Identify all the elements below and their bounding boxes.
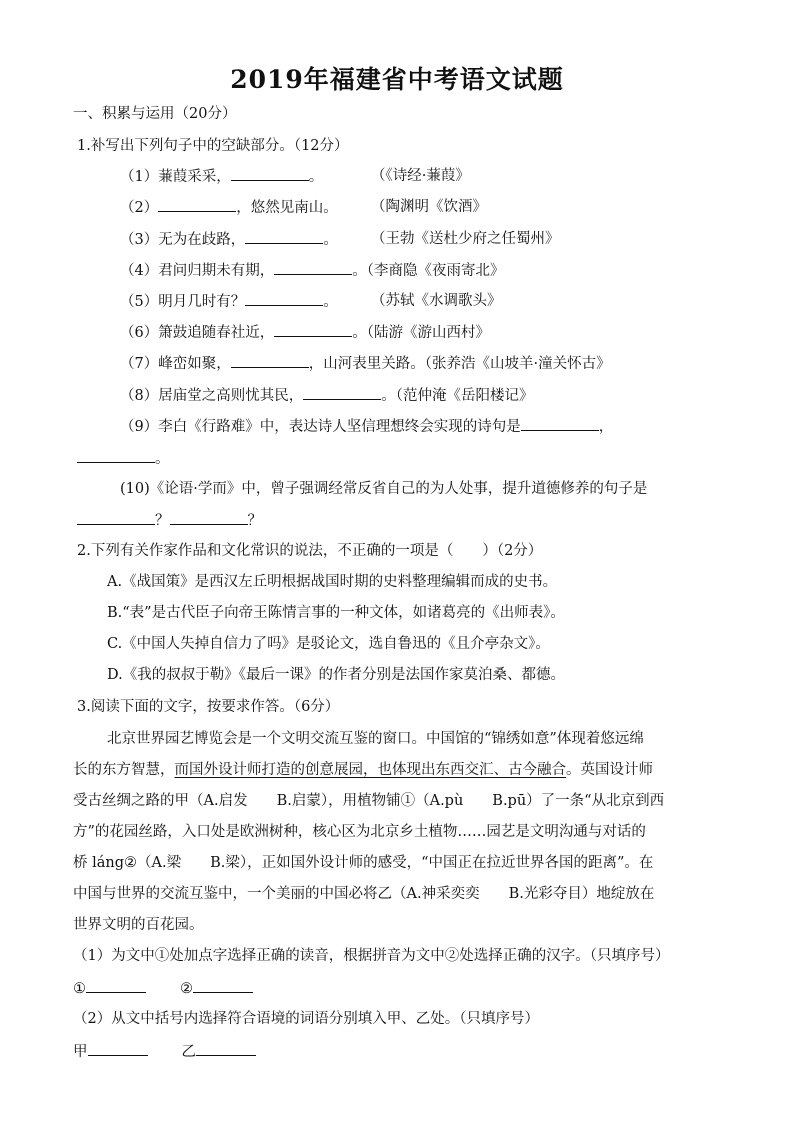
q3-sub-2-answers [73,1041,256,1062]
passage-line: 方”的花园丝路，入口处是欧洲树种，核心区为北京乡土植物……园艺是文明沟通与对话的 [73,824,646,840]
q1-item-5-source: （苏轼《水调歌头》 [371,293,502,309]
q1-item-1-text: （1）蒹葭采采， [120,169,231,185]
answer-blank[interactable] [193,978,253,993]
q1-item-8-post: 。（范仲淹《岳阳楼记》 [381,388,534,404]
q2-option-d: D.《我的叔叔于勒》《最后一课》的作者分别是法国作家莫泊桑、都德。 [107,667,565,683]
q2-option-b: B.“表”是古代臣子向帝王陈情言事的一种文体，如诸葛亮的《出师表》。 [107,605,565,621]
q1-item-4 [120,260,504,281]
q1-item-3-post: 。 [323,232,338,248]
q1-item-7-post: ，山河表里关路。（张养浩《山坡羊·潼关怀古》 [308,356,611,372]
q1-item-8-text: （8）居庙堂之高则忧其民， [120,388,304,404]
q1-item-9-post: ， [598,419,614,435]
answer-blank[interactable] [231,166,309,181]
q3-sub-1: （1）为文中①处加点字选择正确的读音，根据拼音为文中②处选择正确的汉字。（只填序号） [73,948,670,964]
q2-option-a: A.《战国策》是西汉左丘明根据战国时期的史料整理编辑而成的史书。 [107,574,558,590]
answer-blank[interactable] [521,416,599,431]
answer-blank[interactable] [88,1041,148,1056]
q1-item-6-post: 。（陆游《游山西村》 [352,325,490,341]
q1-item-4-text: （4）君问归期未有期， [120,263,275,279]
blank-label: 乙 [181,1044,196,1060]
q1-item-2 [120,197,338,218]
answer-blank[interactable] [245,291,323,306]
passage-text: 。英国设计师 [566,762,653,778]
q1-item-8 [120,385,533,406]
q1-item-7 [120,353,611,374]
q1-item-5-post: 。 [323,294,338,310]
passage-line: 桥 láng②（A.梁 B.梁），正如国外设计师的感受，“中国正在拉近世界各国的距离”。在 [73,855,654,871]
q3-sub-2: （2）从文中括号内选择符合语境的词语分别填入甲、乙处。（只填序号） [73,1011,539,1027]
q1-item-3-source: （王勃《送杜少府之任蜀州》 [371,231,560,247]
q1-item-7-text: （7）峰峦如聚， [120,356,231,372]
answer-blank[interactable] [170,510,248,525]
q1-item-10: (10)《论语·学而》中，曾子强调经常反省自己的为人处事，提升道德修养的句子是 [120,481,648,497]
passage-text: 长的东方智慧， [73,762,175,778]
question-mark: ？ [247,513,262,529]
question-3-stem: 3.阅读下面的文字，按要求作答。（6分） [77,699,340,715]
answer-blank[interactable] [245,229,323,244]
q1-item-6 [120,322,490,343]
answer-blank[interactable] [196,1041,256,1056]
q1-item-5-text: （5）明月几时有？ [120,294,246,310]
answer-blank[interactable] [274,260,352,275]
blank-label: ① [73,981,86,997]
passage-line: 受古丝绸之路的甲（A.启发 B.启蒙），用植物铺①（A.pù B.pū）了一条“从北京到西 [73,793,665,809]
q1-item-1-source: （《诗经·蒹葭》 [371,168,470,184]
answer-blank[interactable] [303,385,381,400]
question-2-stem: 2.下列有关作家作品和文化常识的说法，不正确的一项是（ ）（2分） [77,543,543,559]
page-title: 2019年福建省中考语文试题 [230,65,564,94]
q1-item-6-text: （6）箫鼓追随春社近， [120,325,275,341]
q1-item-1 [120,166,323,187]
q1-item-2-source: （陶渊明《饮酒》 [371,199,487,215]
q1-item-9-cont [77,448,170,469]
q1-item-3 [120,229,338,250]
answer-blank[interactable] [77,510,155,525]
blank-label: ② [180,981,193,997]
q1-item-5 [120,291,338,312]
answer-blank[interactable] [158,197,236,212]
q2-option-c: C.《中国人失掉自信力了吗》是驳论文，选自鲁迅的《且介亭杂文》。 [107,636,550,652]
answer-blank[interactable] [274,322,352,337]
q1-item-2-text: （2） [120,200,159,216]
passage-line: 中国与世界的交流互鉴中，一个美丽的中国必将乙（A.神采奕奕 B.光彩夺目）地绽放在 [73,886,655,902]
q1-item-10-answers [77,510,262,531]
answer-blank[interactable] [86,978,146,993]
q1-item-1-post: 。 [308,169,324,185]
question-1-stem: 1.补写出下列句子中的空缺部分。（12分） [77,138,349,154]
q1-item-9-end: 。 [155,451,170,467]
q1-item-9-text: （9）李白《行路难》中，表达诗人坚信理想终会实现的诗句是 [120,419,521,435]
passage-line: 北京世界园艺博览会是一个文明交流互鉴的窗口。中国馆的“锦绣如意”体现着悠远绵 [107,731,644,747]
q1-item-3-text: （3）无为在歧路， [120,232,246,248]
q1-item-9 [120,416,613,437]
answer-blank[interactable] [77,448,155,463]
blank-label: 甲 [73,1044,88,1060]
q1-item-2-post: ，悠然见南山。 [236,200,338,216]
underlined-sentence: 而国外设计师打造的创意展园，也体现出东西交汇、古今融合 [174,762,566,778]
q1-item-4-post: 。（李商隐《夜雨寄北》 [352,263,505,279]
question-mark: ？ [155,513,170,529]
section-heading: 一、积累与运用（20分） [73,106,237,122]
passage-line: 世界文明的百花园。 [73,917,204,933]
q3-sub-1-answers [73,978,253,999]
answer-blank[interactable] [231,353,309,368]
passage-line [73,760,653,780]
